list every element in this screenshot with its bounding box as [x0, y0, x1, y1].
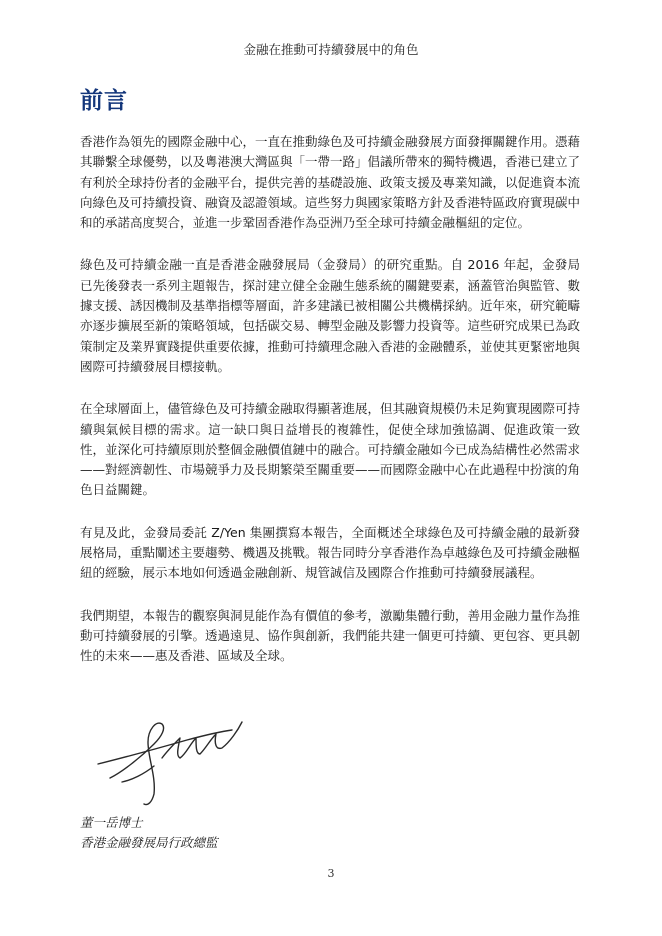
paragraph-5: 我們期望，本報告的觀察與洞見能作為有價值的參考，激勵集體行動，善用金融力量作為推動可持續發展的引擎。透過遠見、協作與創新，我們能共建一個更可持續、更包容、更具韌性的未來——惠及香港、區域及全球。: [80, 607, 581, 664]
handwritten-signature: [92, 700, 252, 808]
page-title: 前言: [80, 88, 128, 114]
paragraph-3: 在全球層面上，儘管綠色及可持續金融取得顯著進展，但其融資規模仍未足夠實現國際可持續與氣候目標的需求。這一缺口與日益增長的複雜性，促使全球加強協調、促進政策一致性，並深化可持續原則於整個金融價值鏈中的融合。可持續金融如今已成為結構性必然需求——對經濟韌性、市場競爭力及長期繁榮至關重要——而國際金融中心在此過程中扮演的角色日益關鍵。: [80, 401, 581, 498]
signatory-name: 董一岳博士: [80, 815, 143, 830]
signatory-title: 香港金融發展局行政總監: [80, 835, 218, 850]
page-number: 3: [327, 867, 335, 880]
paragraph-4: 有見及此，金發局委託 Z/Yen 集團撰寫本報告，全面概述全球綠色及可持續金融的最新發展格局，重點闡述主要趨勢、機遇及挑戰。報告同時分享香港作為卓越綠色及可持續金融樞紐的經驗，展示本地如何透過金融創新、規管誠信及國際合作推動可持續發展議程。: [80, 524, 581, 581]
paragraph-2: 綠色及可持續金融一直是香港金融發展局（金發局）的研究重點。自 2016 年起，金發局已先後發表一系列主題報告，探討建立健全金融生態系統的關鍵要素，涵蓋管治與監管、數據支援、誘因機制及基準指標等層面，許多建議已被相關公共機構採納。近年來，研究範疇亦逐步擴展至新的策略領域，包括碳交易、轉型金融及影響力投資等。這些研究成果已為政策制定及業界實踐提供重要依據，推動可持續理念融入香港的金融體系，並使其更緊密地與國際可持續發展目標接軌。: [80, 257, 581, 374]
paragraph-1: 香港作為領先的國際金融中心，一直在推動綠色及可持續金融發展方面發揮關鍵作用。憑藉其聯繫全球優勢，以及粵港澳大灣區與「一帶一路」倡議所帶來的獨特機遇，香港已建立了有利於全球持份者的金融平台，提供完善的基礎設施、政策支援及專業知識，以促進資本流向綠色及可持續投資、融資及認證領域。這些努力與國家策略方針及香港特區政府實現碳中和的承諾高度契合，並進一步鞏固香港作為亞洲乃至全球可持續金融樞紐的定位。: [80, 134, 581, 231]
running-header: 金融在推動可持續發展中的角色: [243, 42, 419, 57]
body-text: [80, 132, 580, 689]
